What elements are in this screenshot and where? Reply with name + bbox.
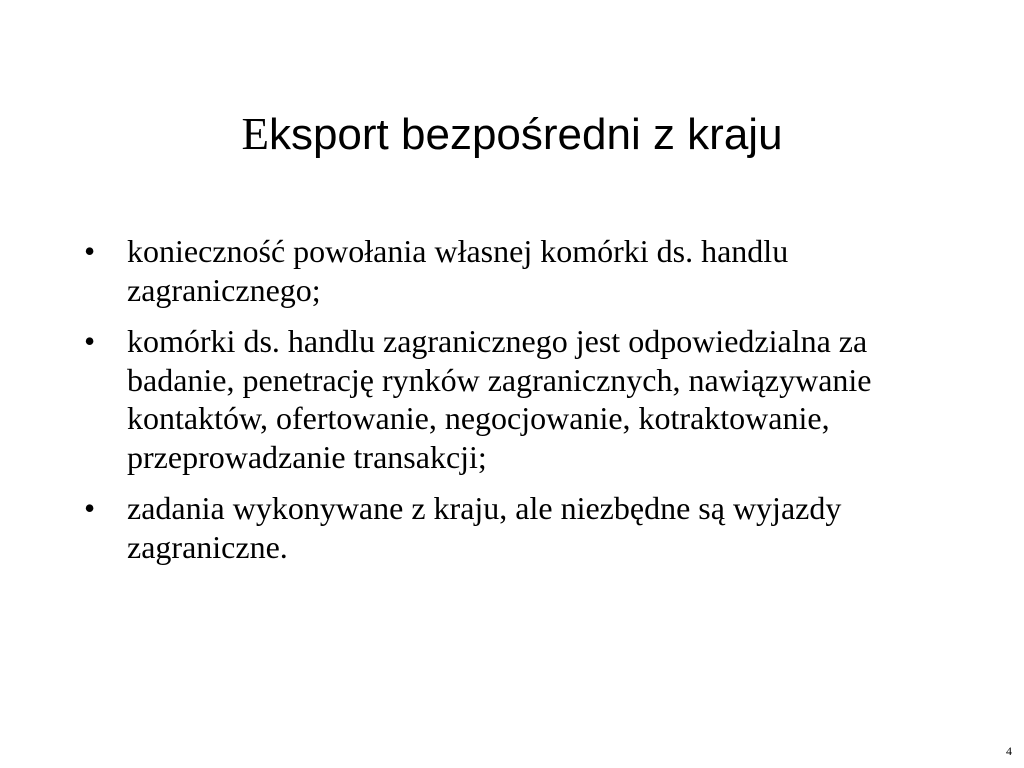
slide-title	[0, 104, 1024, 165]
bullet-text-2: komórki ds. handlu zagranicznego jest odpowiedzialna za badanie, penetrację rynków zagranicznych, nawiązywanie kontaktów, ofertowanie, negocjowanie, kotraktowanie, przeprowadzanie transakcji;	[127, 323, 872, 475]
bullet-icon: •	[84, 233, 96, 269]
bullet-text-3: zadania wykonywane z kraju, ale niezbędne są wyjazdy zagraniczne.	[127, 490, 842, 565]
slide-title-initial: E	[241, 109, 269, 159]
slide-bullet-list	[84, 232, 944, 579]
slide-number: 4	[1006, 744, 1012, 758]
bullet-item-3	[84, 489, 944, 566]
slide-title-rest: ksport bezpośredni z kraju	[268, 110, 783, 159]
bullet-icon: •	[84, 490, 96, 526]
bullet-icon: •	[84, 323, 96, 359]
bullet-text-1: konieczność powołania własnej komórki ds. handlu zagranicznego;	[127, 233, 789, 308]
bullet-item-1	[84, 232, 944, 309]
bullet-item-2	[84, 322, 944, 476]
